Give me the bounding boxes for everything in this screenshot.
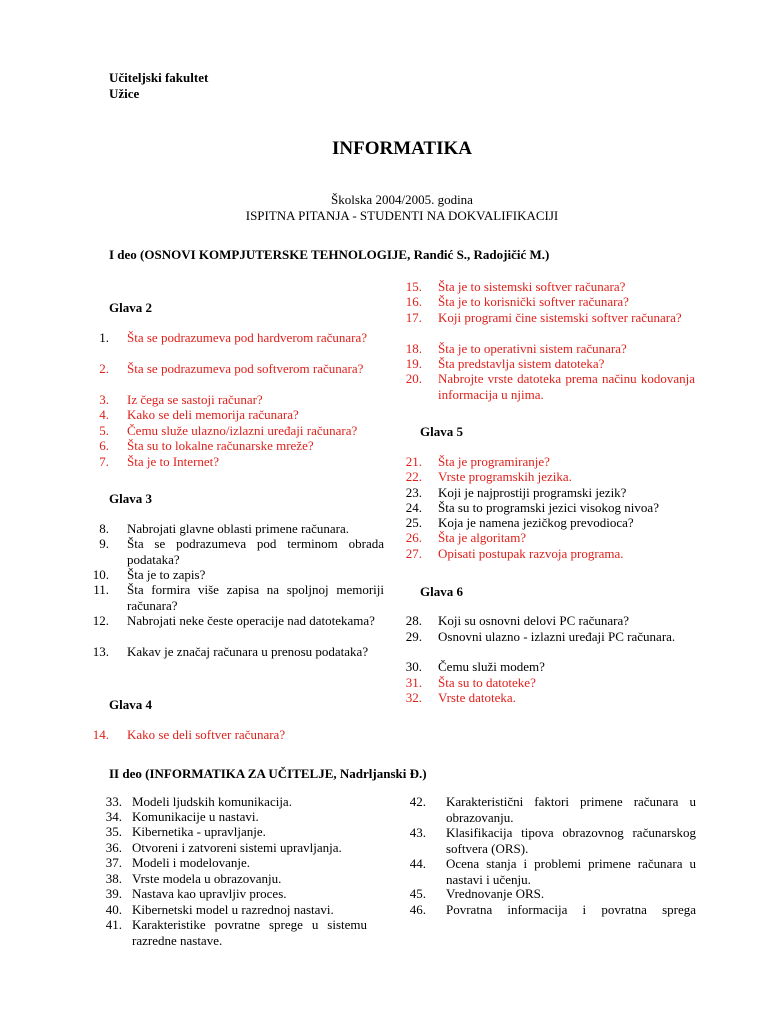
question-text: Modeli i modelovanje.	[132, 855, 251, 870]
question-text: Šta je algoritam?	[438, 530, 527, 545]
question-text: Opisati postupak razvoja programa.	[438, 546, 624, 561]
question-number: 1.	[99, 330, 109, 345]
question-number: 23.	[405, 485, 422, 500]
part2-heading: II deo (INFORMATIKA ZA UČITELJE, Nadrljanski Đ.)	[109, 766, 427, 781]
question-number: 17.	[405, 310, 422, 325]
question-number: 46.	[409, 902, 426, 917]
glava2-heading: Glava 2	[109, 300, 152, 315]
question-text: Šta formira više zapisa na spoljnoj memoriji računara?	[127, 582, 384, 613]
question-number: 24.	[405, 500, 422, 515]
question-text: Šta se podrazumeva pod terminom obrada podataka?	[127, 536, 384, 567]
question-text: Karakteristike povratne sprege u sistemu razredne nastave.	[132, 917, 367, 948]
question-text: Nabrojati glavne oblasti primene računara.	[127, 521, 349, 536]
question-text: Šta je to zapis?	[127, 567, 206, 582]
question-text: Čemu služi modem?	[438, 659, 545, 674]
institution-name: Učiteljski fakultet	[109, 70, 209, 85]
question-number: 5.	[99, 423, 109, 438]
question-number: 11.	[93, 582, 109, 597]
question-text: Vrste datoteka.	[438, 690, 516, 705]
part1-heading: I deo (OSNOVI KOMPJUTERSKE TEHNOLOGIJE, Ranđić S., Radojičić M.)	[109, 247, 550, 262]
question-number: 34.	[105, 809, 122, 824]
question-number: 39.	[105, 886, 122, 901]
question-number: 25.	[405, 515, 422, 530]
question-text: Šta je to sistemski softver računara?	[438, 279, 626, 294]
question-number: 45.	[409, 886, 426, 901]
question-number: 9.	[99, 536, 109, 551]
question-text: Šta je to operativni sistem računara?	[438, 341, 627, 356]
question-number: 19.	[405, 356, 422, 371]
question-number: 27.	[405, 546, 422, 561]
question-text: Kibernetika - upravljanje.	[132, 824, 266, 839]
question-number: 40.	[105, 902, 122, 917]
question-number: 32.	[405, 690, 422, 705]
glava4-heading: Glava 4	[109, 697, 152, 712]
question-text: Koji programi čine sistemski softver računara?	[438, 310, 682, 325]
question-number: 13.	[92, 644, 109, 659]
question-text: Modeli ljudskih komunikacija.	[132, 794, 292, 809]
question-number: 8.	[99, 521, 109, 536]
question-text: Karakteristični faktori primene računara u obrazovanju.	[446, 794, 696, 825]
question-number: 37.	[105, 855, 122, 870]
question-number: 14.	[92, 727, 109, 742]
question-text: Vrednovanje ORS.	[446, 886, 545, 901]
question-number: 36.	[105, 840, 122, 855]
question-number: 41.	[105, 917, 122, 932]
question-text: Šta je to korisnički softver računara?	[438, 294, 629, 309]
question-number: 44.	[409, 856, 426, 871]
question-text: Nabrojati neke česte operacije nad datotekama?	[127, 613, 375, 628]
question-text: Kako se deli softver računara?	[127, 727, 286, 742]
question-text: Nabrojte vrste datoteka prema načinu kodovanja informacija u njima.	[438, 371, 695, 402]
question-text: Osnovni ulazno - izlazni uređaji PC računara.	[438, 629, 676, 644]
question-text: Koja je namena jezičkog prevodioca?	[438, 515, 634, 530]
question-number: 7.	[99, 454, 109, 469]
question-number: 31.	[405, 675, 422, 690]
question-text: Koji su osnovni delovi PC računara?	[438, 613, 629, 628]
question-text: Šta se podrazumeva pod hardverom računara?	[127, 330, 368, 345]
question-number: 18.	[405, 341, 422, 356]
question-text: Iz čega se sastoji računar?	[127, 392, 263, 407]
question-number: 6.	[99, 438, 109, 453]
question-text: Vrste programskih jezika.	[438, 469, 572, 484]
glava6-heading: Glava 6	[420, 584, 463, 599]
glava3-heading: Glava 3	[109, 491, 152, 506]
question-number: 30.	[405, 659, 422, 674]
question-number: 38.	[105, 871, 122, 886]
question-number: 42.	[409, 794, 426, 809]
question-number: 20.	[405, 371, 422, 386]
question-text: Nastava kao upravljiv proces.	[132, 886, 287, 901]
question-text: Vrste modela u obrazovanju.	[132, 871, 282, 886]
question-text: Povratna informacija i povratna sprega	[446, 902, 696, 917]
question-text: Klasifikacija tipova obrazovnog računarskog softvera (ORS).	[446, 825, 696, 856]
document-title: INFORMATIKA	[331, 138, 473, 159]
question-text: Kakav je značaj računara u prenosu podataka?	[127, 644, 369, 659]
glava5-heading: Glava 5	[420, 424, 463, 439]
question-text: Šta je programiranje?	[438, 454, 550, 469]
document-subtitle: ISPITNA PITANJA - STUDENTI NA DOKVALIFIKACIJI	[245, 208, 559, 223]
question-number: 35.	[105, 824, 122, 839]
institution-city: Užice	[109, 86, 140, 101]
question-number: 10.	[92, 567, 109, 582]
question-number: 2.	[99, 361, 109, 376]
question-number: 26.	[405, 530, 422, 545]
school-year: Školska 2004/2005. godina	[331, 192, 473, 207]
question-number: 3.	[99, 392, 109, 407]
question-text: Kibernetski model u razrednoj nastavi.	[132, 902, 334, 917]
question-number: 22.	[405, 469, 422, 484]
question-number: 15.	[405, 279, 422, 294]
question-text: Šta su to lokalne računarske mreže?	[127, 438, 314, 453]
question-text: Čemu služe ulazno/izlazni uređaji računara?	[127, 423, 358, 438]
question-text: Koji je najprostiji programski jezik?	[438, 485, 627, 500]
question-text: Šta se podrazumeva pod softverom računara?	[127, 361, 364, 376]
question-number: 4.	[99, 407, 109, 422]
question-text: Kako se deli memorija računara?	[127, 407, 299, 422]
question-text: Šta su to programski jezici visokog nivoa?	[438, 500, 659, 515]
question-text: Šta predstavlja sistem datoteka?	[438, 356, 605, 371]
question-number: 21.	[405, 454, 422, 469]
question-number: 29.	[405, 629, 422, 644]
question-number: 28.	[405, 613, 422, 628]
question-number: 33.	[105, 794, 122, 809]
question-text: Ocena stanja i problemi primene računara u nastavi i učenju.	[446, 856, 696, 887]
question-text: Šta je to Internet?	[127, 454, 220, 469]
question-number: 16.	[405, 294, 422, 309]
question-text: Šta su to datoteke?	[438, 675, 536, 690]
question-text: Otvoreni i zatvoreni sistemi upravljanja.	[132, 840, 342, 855]
question-number: 43.	[409, 825, 426, 840]
question-number: 12.	[92, 613, 109, 628]
question-text: Komunikacije u nastavi.	[132, 809, 259, 824]
